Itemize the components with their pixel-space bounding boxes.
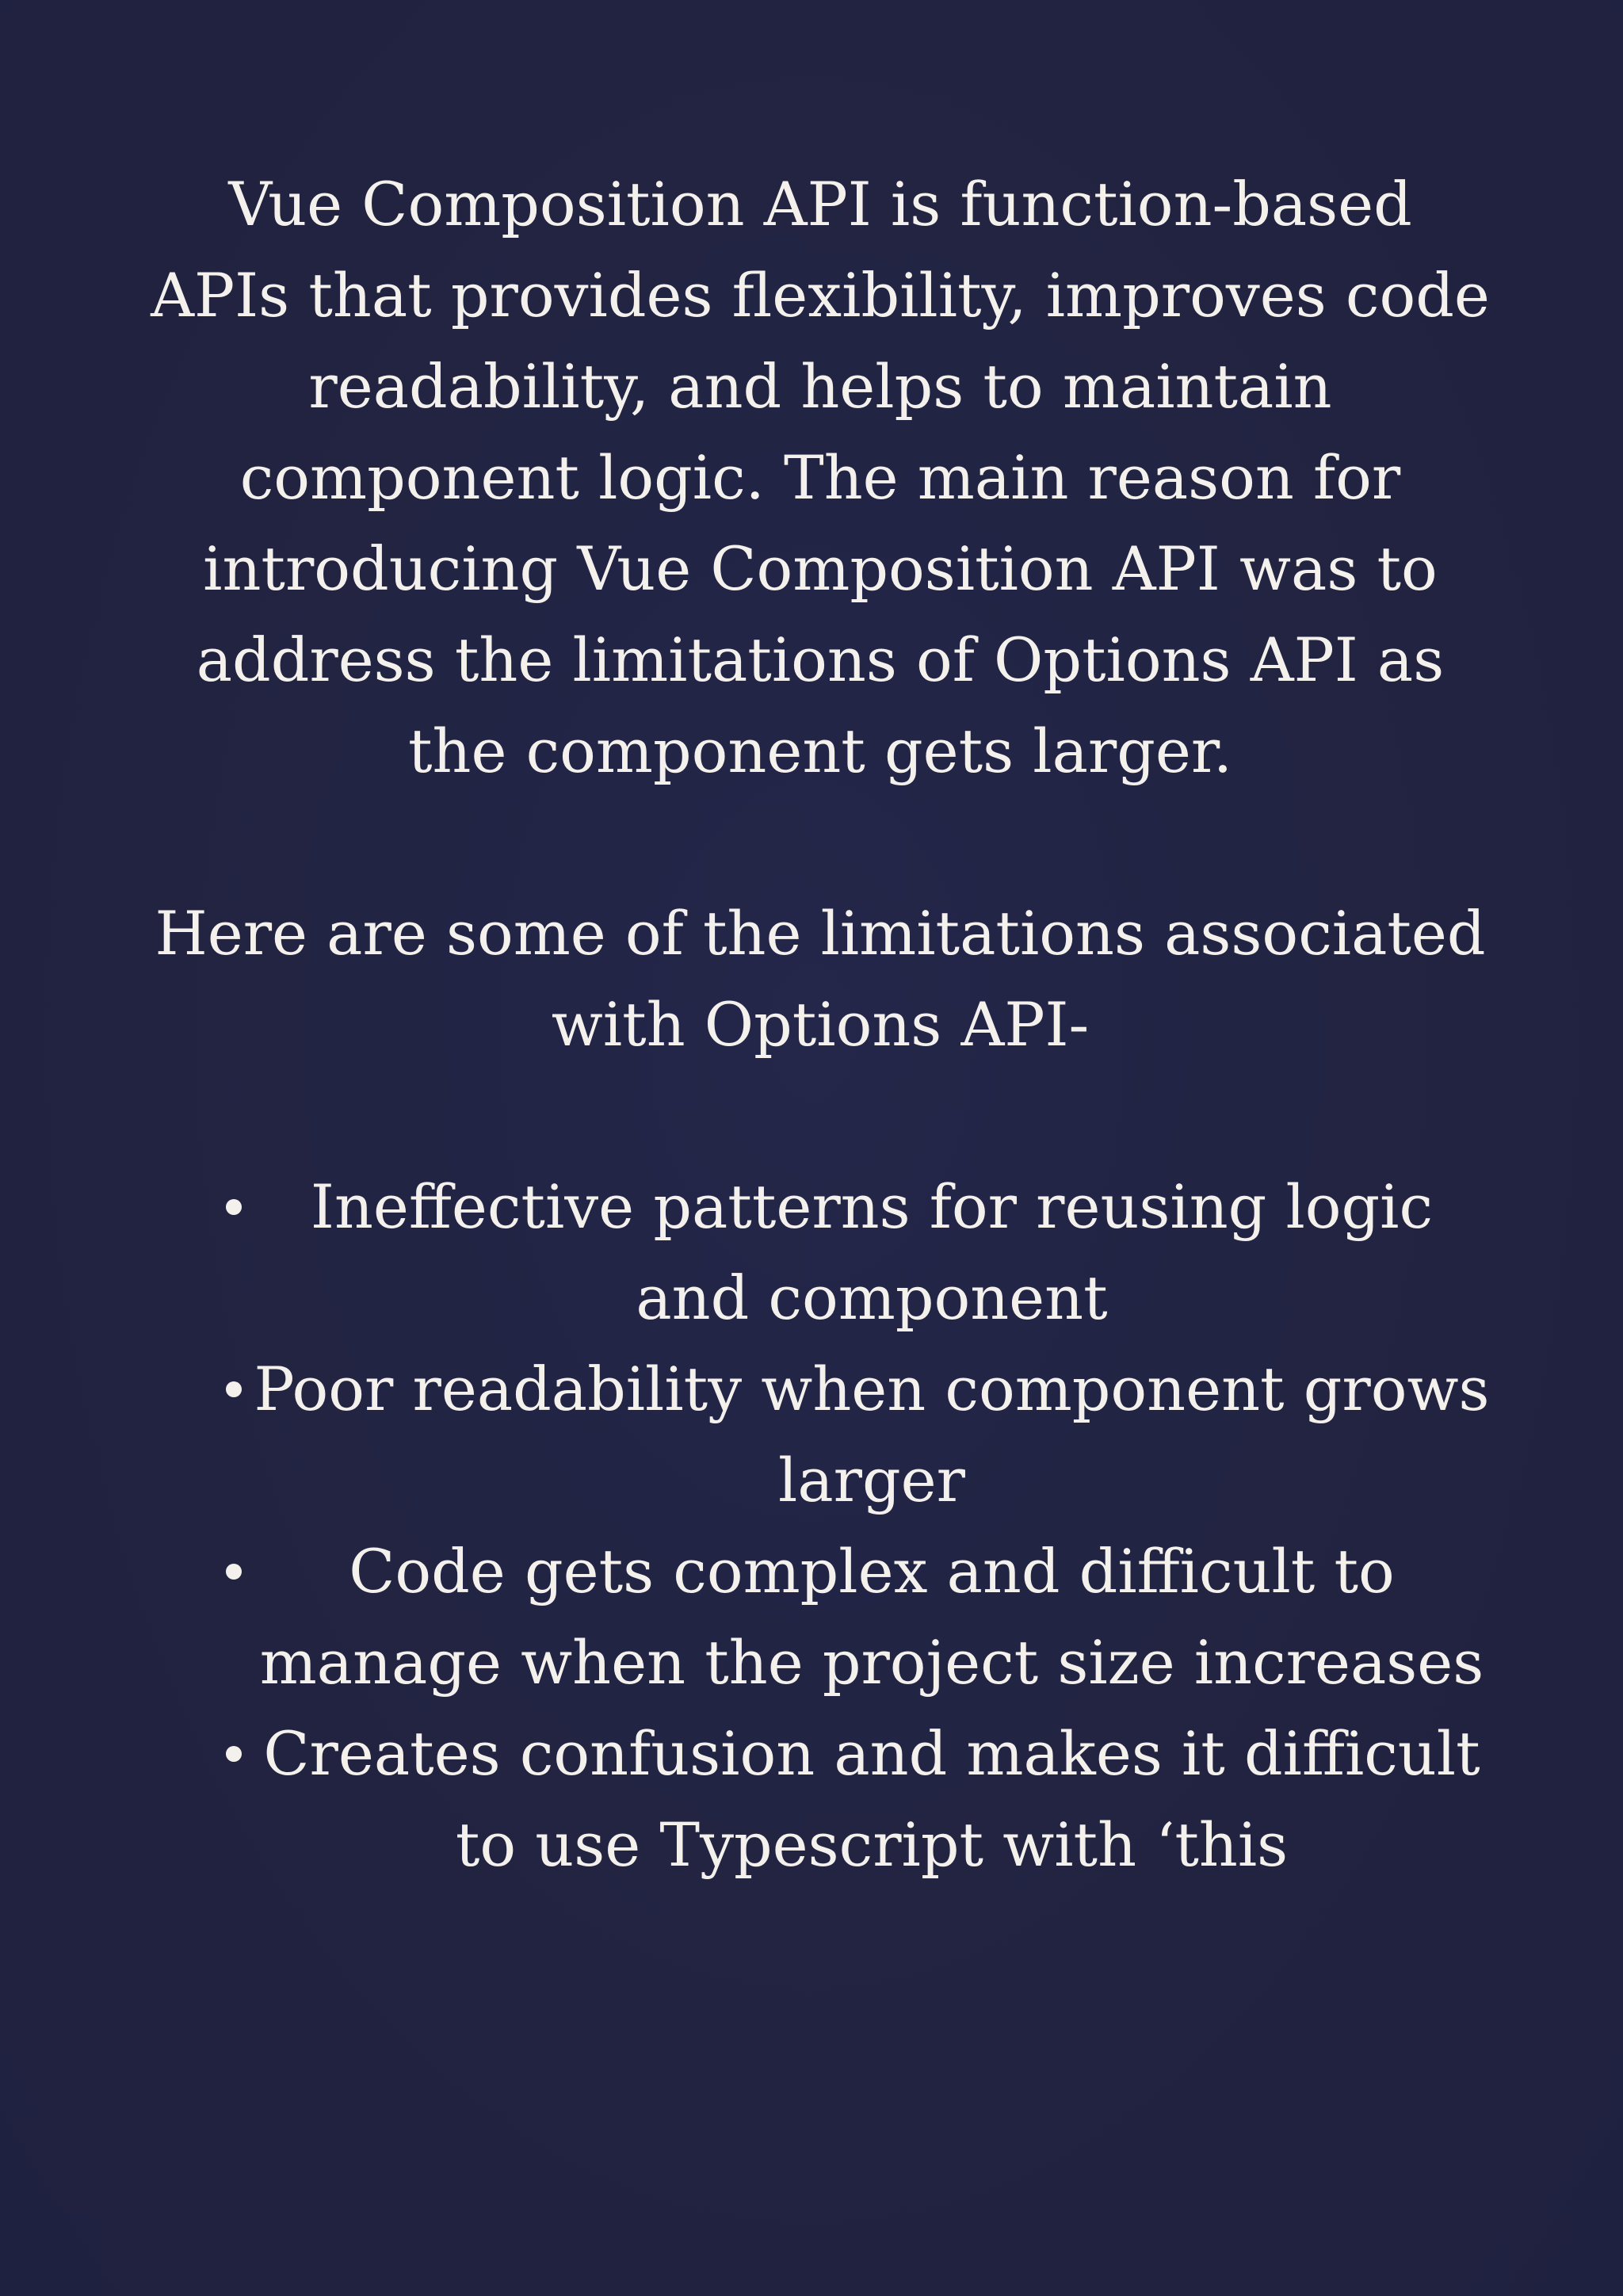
list-item-text: Code gets complex and difficult to manage when the project size increases — [259, 1536, 1484, 1698]
bullet-icon — [226, 1564, 242, 1580]
list-item-text: Creates confusion and makes it difficult to use Typescript with ‘this — [263, 1718, 1480, 1880]
bullet-icon — [226, 1381, 242, 1397]
list-item — [151, 1343, 1490, 1526]
list-item — [151, 1526, 1490, 1708]
list-item-text: Poor readability when component grows larger — [254, 1354, 1490, 1515]
bullet-icon — [226, 1199, 242, 1215]
list-item — [151, 1708, 1490, 1890]
content-area — [151, 159, 1490, 1890]
limitations-list — [151, 1161, 1490, 1890]
limitations-lead: Here are some of the limitations associated with Options API- — [155, 898, 1486, 1060]
bullet-icon — [226, 1746, 242, 1762]
intro-paragraph: Vue Composition API is function-based APIs that provides flexibility, improves code readability, and helps to maintain component logic. The main reason for introducing Vue Composition API was to address the limitations of Options API as the component gets larger. — [151, 169, 1490, 786]
list-item-text: Ineffective patterns for reusing logic and component — [310, 1171, 1434, 1333]
list-item — [151, 1161, 1490, 1343]
